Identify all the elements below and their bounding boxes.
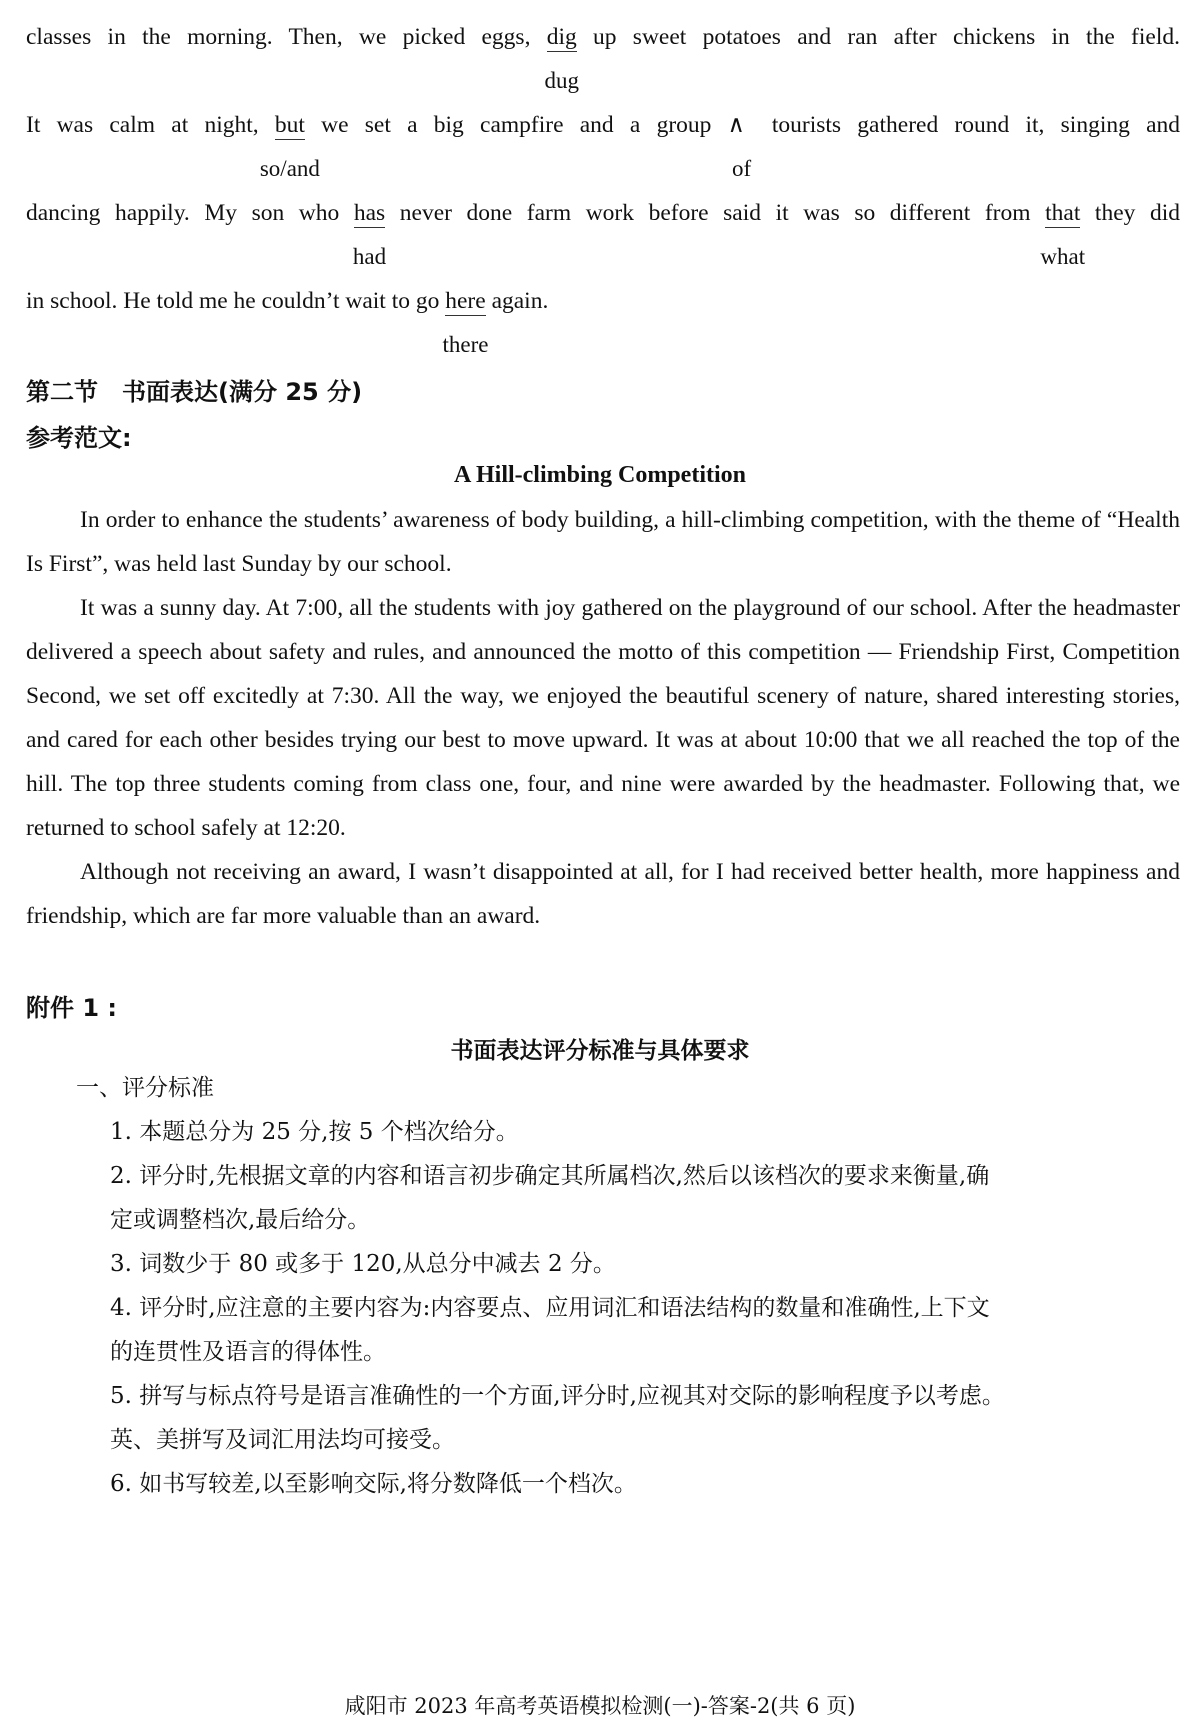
text-segment: It was calm at night, [26, 112, 275, 138]
essay-paragraph: Although not receiving an award, I wasn’t disappointed at all, for I had received better health, more happiness and friendship, which are far more valuable than an award. [26, 859, 1180, 929]
error-word [259, 110, 320, 181]
criteria-item: 5. 拼写与标点符号是语言准确性的一个方面,评分时,应视其对交际的影响程度予以考虑。 [110, 1383, 1005, 1409]
text-segment: up sweet potatoes and ran after chickens in the field. [576, 24, 1180, 50]
criteria-item: 3. 词数少于 80 或多于 120,从总分中减去 2 分。 [110, 1251, 616, 1277]
criteria-item: 4. 评分时,应注意的主要内容为:内容要点、应用词汇和语法结构的数量和准确性,上下文 [110, 1295, 990, 1321]
error-underlined: but [274, 112, 305, 138]
text-segment: classes in the morning. Then, we picked eggs, [26, 24, 547, 50]
criteria-item: 6. 如书写较差,以至影响交际,将分数降低一个档次。 [110, 1471, 637, 1497]
correction-word: there [442, 332, 489, 357]
criteria-heading: 一、评分标准 [76, 1075, 214, 1101]
section-heading: 第二节 书面表达(满分 25 分) [26, 378, 363, 406]
correction-word: had [352, 244, 387, 269]
page-footer: 咸阳市 2023 年高考英语模拟检测(一)-答案-2(共 6 页) [344, 1694, 856, 1718]
criteria-item-cont: 英、美拼写及词汇用法均可接受。 [110, 1427, 455, 1453]
scoring-criteria [26, 1066, 1180, 1506]
correction-line-3 [26, 198, 1180, 269]
error-underlined: has [353, 200, 386, 226]
error-underlined: that [1045, 200, 1081, 226]
text-segment: they did [1080, 200, 1180, 226]
criteria-item: 2. 评分时,先根据文章的内容和语言初步确定其所属档次,然后以该档次的要求来衡量,确 [110, 1163, 990, 1189]
criteria-item-cont: 的连贯性及语言的得体性。 [110, 1339, 386, 1365]
error-word [352, 198, 387, 269]
correction-word: dug [544, 68, 579, 93]
error-underlined: dig [546, 24, 577, 50]
correction-word: of [732, 156, 752, 181]
criteria-item-cont: 定或调整档次,最后给分。 [110, 1207, 371, 1233]
criteria-item: 1. 本题总分为 25 分,按 5 个档次给分。 [110, 1119, 519, 1145]
error-word [1040, 198, 1086, 269]
text-segment: in school. He told me he couldn’t wait to go [26, 288, 446, 314]
correction-line-4 [26, 286, 1180, 357]
correction-line-1 [26, 22, 1180, 93]
correction-line-2 [26, 110, 1181, 181]
text-segment: again. [485, 288, 549, 314]
appendix-label: 附件 1 : [26, 994, 118, 1022]
essay-paragraph: In order to enhance the students’ awareness of body building, a hill-climbing competition, with the theme of “Health Is First”, was held last Sunday by our school. [26, 507, 1180, 577]
essay-title: A Hill-climbing Competition [453, 462, 746, 488]
error-word [442, 286, 489, 357]
insert-mark [727, 110, 756, 181]
error-underlined: here [445, 288, 486, 314]
appendix-title: 书面表达评分标准与具体要求 [450, 1038, 750, 1064]
text-segment: we set a big campfire and a group [304, 112, 728, 138]
error-word [544, 22, 579, 93]
correction-word: what [1040, 244, 1086, 269]
reference-label: 参考范文: [26, 424, 132, 452]
caret-icon: ∧ [727, 112, 745, 138]
correction-word: so/and [259, 156, 320, 181]
essay-body [26, 498, 1180, 938]
text-segment: tourists gathered round it, singing and [755, 112, 1181, 138]
text-segment: never done farm work before said it was so different from [385, 200, 1046, 226]
text-segment: dancing happily. My son who [26, 200, 354, 226]
essay-paragraph: It was a sunny day. At 7:00, all the students with joy gathered on the playground of our school. After the headmaster delivered a speech about safety and rules, and announced the motto of this competition — Friendship First, Competition Second, we set off excitedly at 7:30. All the way, we enjoyed the beautiful scenery of nature, shared interesting stories, and cared for each other besides trying our best to move upward. It was at about 10:00 that we all reached the top of the hill. The top three students coming from class one, four, and nine were awarded by the headmaster. Following that, we returned to school safely at 12:20. [26, 595, 1180, 841]
